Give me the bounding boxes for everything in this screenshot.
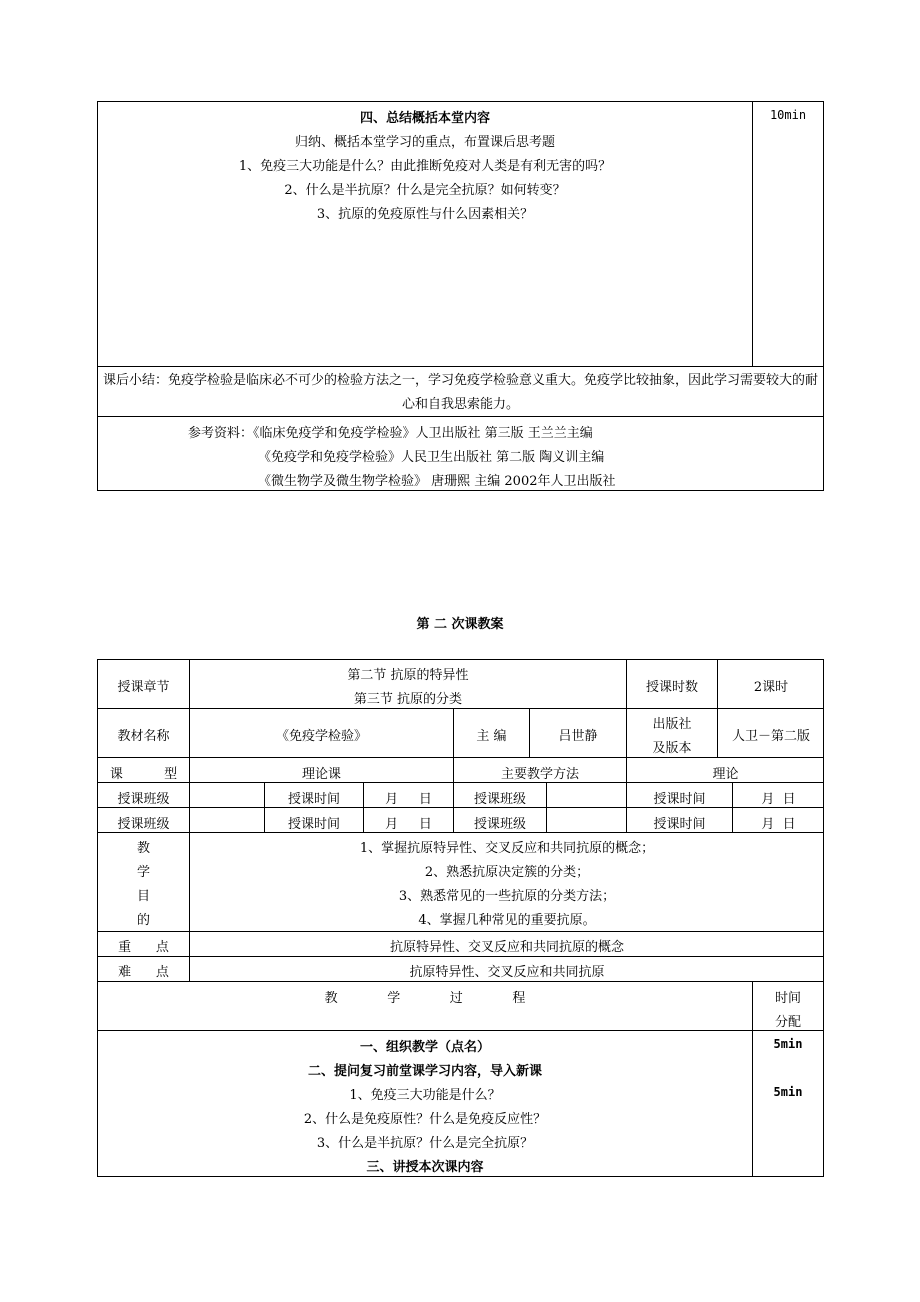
process-header: 教 学 过 程 (324, 991, 526, 1006)
reference-line: 参考资料：《临床免疫学和免疫学检验》人卫出版社 第三版 王兰兰主编 (188, 426, 593, 441)
key-label: 重 点 (118, 940, 169, 955)
method-label: 主要教学方法 (500, 767, 579, 782)
row-line (97, 1030, 824, 1031)
type-value: 理论课 (301, 767, 341, 782)
difficult-label: 难 点 (118, 965, 169, 980)
process-item: 三、讲授本次课内容 (366, 1160, 484, 1175)
lesson-title: 第 二 次课教案 (416, 617, 504, 632)
summary-divider (97, 366, 824, 367)
objective-label-char: 的 (136, 913, 150, 928)
publisher-value: 人卫－第二版 (731, 729, 810, 744)
summary-line: 2、什么是半抗原？什么是完全抗原？如何转变？ (284, 183, 566, 198)
objective-item: 1、掌握抗原特异性、交叉反应和共同抗原的概念； (359, 841, 655, 856)
month-day: 月 日 (385, 792, 432, 807)
reference-line: 《免疫学和免疫学检验》人民卫生出版社 第二版 陶义训主编 (258, 450, 605, 465)
row-line (97, 807, 824, 808)
objective-label-char: 目 (136, 889, 150, 904)
time-label-2: 授课时间 (653, 792, 706, 807)
process-item: 一、组织教学（点名） (359, 1040, 490, 1055)
chapter-label: 授课章节 (117, 680, 170, 695)
editor-value: 吕世静 (558, 729, 598, 744)
chapter-line: 第二节 抗原的特异性 (347, 668, 469, 683)
objective-item: 2、熟悉抗原决定簇的分类； (424, 865, 590, 880)
difficult-value: 抗原特异性、交叉反应和共同抗原 (409, 965, 605, 980)
method-value: 理论 (712, 767, 739, 782)
month-day-2: 月 日 (761, 817, 796, 832)
time-header: 分配 (774, 1015, 801, 1030)
process-time: 5min (773, 1037, 803, 1051)
publisher-label: 出版社 (652, 717, 692, 732)
summary-section-title: 四、总结概括本堂内容 (359, 111, 490, 126)
row-line (97, 981, 824, 982)
time-label: 授课时间 (287, 817, 340, 832)
row-line (97, 956, 824, 957)
objective-label-char: 学 (136, 865, 150, 880)
objective-label-char: 教 (136, 841, 150, 856)
class-label: 授课班级 (117, 817, 170, 832)
chapter-line: 第三节 抗原的分类 (353, 692, 463, 707)
time-label-2: 授课时间 (653, 817, 706, 832)
objective-item: 4、掌握几种常见的重要抗原。 (418, 913, 596, 928)
col-line (546, 782, 547, 832)
class-label-2: 授课班级 (473, 792, 526, 807)
class-label: 授课班级 (117, 792, 170, 807)
process-item: 1、免疫三大功能是什么？ (349, 1088, 501, 1103)
textbook-label: 教材名称 (117, 729, 170, 744)
time-header: 时间 (774, 991, 801, 1006)
textbook-value: 《免疫学检验》 (275, 729, 367, 744)
time-label: 授课时间 (287, 792, 340, 807)
class-label-2: 授课班级 (473, 817, 526, 832)
row-line (97, 832, 824, 833)
summary-line: 1、免疫三大功能是什么？由此推断免疫对人类是有利无害的吗？ (238, 159, 612, 174)
month-day-2: 月 日 (761, 792, 796, 807)
summary-time-divider (752, 101, 753, 366)
process-item: 3、什么是半抗原？什么是完全抗原？ (316, 1136, 534, 1151)
after-class-summary: 课后小结：免疫学检验是临床必不可少的检验方法之一，学习免疫学检验意义重大。免疫学比较抽象，因此学习需要较大的耐心和自我思索能力。 (102, 373, 818, 412)
month-day: 月 日 (385, 817, 432, 832)
process-time: 5min (773, 1085, 803, 1099)
key-value: 抗原特异性、交叉反应和共同抗原的概念 (389, 940, 624, 955)
publisher-label: 及版本 (652, 741, 692, 756)
objective-item: 3、熟悉常见的一些抗原的分类方法； (398, 889, 616, 904)
summary-time: 10min (769, 108, 807, 122)
row-line (97, 708, 824, 709)
summary-line: 归纳、概括本堂学习的重点，布置课后思考题 (294, 135, 555, 150)
type-label: 课 型 (109, 767, 178, 782)
row-line (97, 931, 824, 932)
col-line (189, 659, 190, 981)
editor-label: 主 编 (476, 729, 507, 744)
reference-line: 《微生物学及微生物学检验》 唐珊熙 主编 2002年人卫出版社 (258, 474, 616, 489)
hours-value: 2课时 (753, 680, 789, 695)
row-line (97, 782, 824, 783)
summary-line: 3、抗原的免疫原性与什么因素相关？ (316, 207, 534, 222)
process-item: 二、提问复习前堂课学习内容，导入新课 (307, 1064, 542, 1079)
hours-label: 授课时数 (645, 680, 698, 695)
process-item: 2、什么是免疫原性？什么是免疫反应性？ (303, 1112, 547, 1127)
row-line (97, 757, 824, 758)
